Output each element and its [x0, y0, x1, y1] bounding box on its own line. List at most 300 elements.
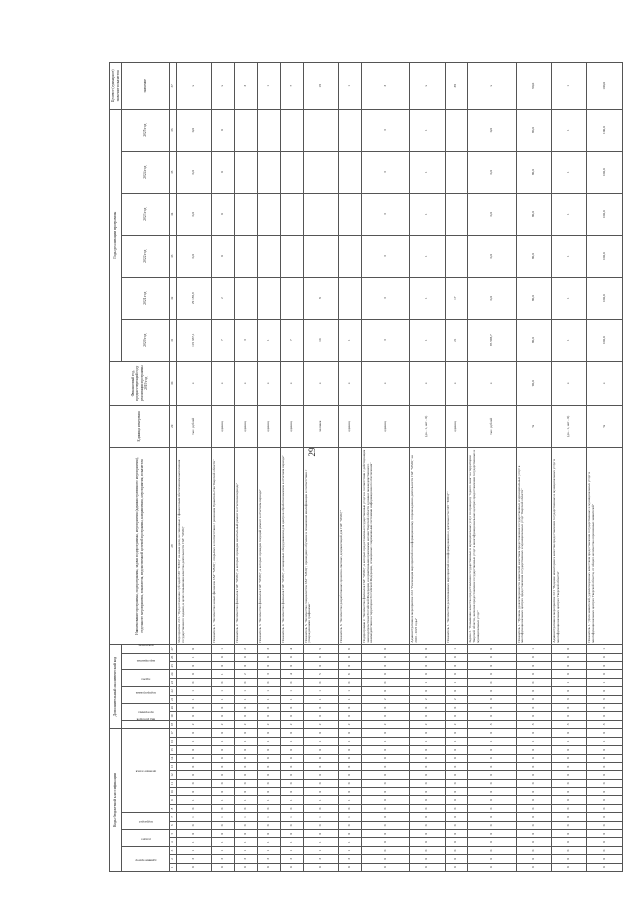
code-cell: 0 — [516, 855, 551, 863]
year-value: 1 — [410, 319, 445, 361]
year-value: 119 337,1 — [177, 319, 212, 361]
row-unit: единиц — [258, 405, 281, 447]
row-name: Показатель 4. "Количество филиалов ГАУ "ММЦ", оснащенных оборудованием для центров обработки вызовов в отчетном периоде" — [280, 447, 303, 644]
analytic-col-8 — [122, 670, 170, 687]
code-cell: 0 — [258, 830, 281, 838]
code-cell: 0 — [552, 788, 587, 796]
year-value: 1 — [410, 151, 445, 193]
code-cell: 1 — [212, 695, 235, 703]
code-cell: 0 — [587, 712, 623, 720]
code-cell: 1 — [410, 737, 445, 745]
code-cell: 0 — [552, 762, 587, 770]
code-cell: 0 — [212, 830, 235, 838]
years-group-header: Годы реализации программы — [110, 109, 122, 361]
code-cell: 0 — [280, 712, 303, 720]
year-value — [258, 109, 281, 151]
code-cell: 0 — [552, 653, 587, 661]
code-cell: 0 — [587, 746, 623, 754]
code-cell: 0 — [212, 712, 235, 720]
code-cell: 1 — [552, 678, 587, 686]
code-cell: 0 — [587, 670, 623, 678]
code-cell: 0 — [468, 712, 516, 720]
row-total: х — [177, 63, 212, 110]
code-cell: 0 — [468, 788, 516, 796]
code-cell: 2 — [258, 720, 281, 728]
code-cell: 0 — [258, 762, 281, 770]
code-cell: 0 — [468, 762, 516, 770]
year-value — [339, 109, 362, 151]
col-number-27: 27 — [170, 645, 177, 653]
code-cell: 0 — [361, 804, 409, 812]
code-cell: 0 — [361, 771, 409, 779]
code-cell: 0 — [280, 662, 303, 670]
code-cell: 0 — [258, 804, 281, 812]
col-number-29: 29 — [170, 405, 177, 447]
row-total: 90,0 — [516, 63, 551, 110]
year-value: 0,0 — [468, 277, 516, 319]
code-cell: 1 — [258, 687, 281, 695]
code-cell: 0 — [587, 779, 623, 787]
row-unit: тыс. рублей — [177, 405, 212, 447]
row-financing: х — [410, 361, 445, 405]
code-cell: 0 — [235, 771, 258, 779]
year-value: 0 — [212, 109, 235, 151]
col-number-21: 21 — [170, 695, 177, 703]
row-name: Административное мероприятие 2.02 "Реализация мероприятий по информационному сопровождению деятельности ГАУ "ММЦ" на 2020 - 2025 годы" — [410, 447, 445, 644]
code-cell: 1 — [445, 678, 468, 686]
code-cell: 0 — [212, 653, 235, 661]
code-cell: 0 — [339, 762, 362, 770]
code-cell: 3 — [587, 695, 623, 703]
year-value: 100,0 — [587, 319, 623, 361]
year-value: 3 — [361, 319, 409, 361]
year-value: 100,0 — [587, 109, 623, 151]
code-cell: 0 — [410, 830, 445, 838]
code-cell: 0 — [235, 788, 258, 796]
code-cell: 2 — [280, 720, 303, 728]
code-cell: 0 — [468, 813, 516, 821]
code-cell: 0 — [552, 838, 587, 846]
code-cell: 1 — [212, 813, 235, 821]
table-row — [303, 63, 338, 872]
code-cell: 0 — [587, 754, 623, 762]
year-value: 100,0 — [587, 235, 623, 277]
year-value: 8 — [303, 277, 338, 319]
table-row — [445, 63, 468, 872]
budget-col-4-label: целевая статья — [135, 769, 156, 774]
code-cell: 0 — [552, 670, 587, 678]
year-value: 0,0 — [468, 235, 516, 277]
code-cell: 0 — [468, 830, 516, 838]
code-cell: 0 — [235, 804, 258, 812]
code-cell: 1 — [303, 796, 338, 804]
code-cell: 3 — [235, 855, 258, 863]
code-cell: 0 — [552, 754, 587, 762]
code-cell: 0 — [410, 813, 445, 821]
code-cell: 0 — [361, 653, 409, 661]
code-cell: 2 — [339, 720, 362, 728]
code-cell: 0 — [361, 788, 409, 796]
code-cell: 0 — [177, 771, 212, 779]
analytic-col-9 — [122, 653, 170, 670]
row-name: Задача 3. "Повышение качества предоставления государственных и муниципальных услуг по принципу "одного окна" на территории Тверской области, включая предоставление государственных услуг в многофункциональных центрах предоставления государственных и муниципальных услуг" — [468, 447, 516, 644]
row-total: 38 — [445, 63, 468, 110]
code-cell: 1 — [361, 737, 409, 745]
code-cell: 3 — [258, 645, 281, 653]
code-cell: 0 — [258, 821, 281, 829]
code-cell: 0 — [303, 863, 338, 871]
code-cell: 0 — [445, 855, 468, 863]
code-cell: 1 — [177, 838, 212, 846]
program-name-header: Наименование программы, подпрограммы, задачи подпрограммы, мероприятия (административного мероприятия), отдельного мероприятия, показателя, ведомственной целевой программы, направления, мероприятия, показателя — [110, 447, 170, 644]
code-cell: 0 — [552, 662, 587, 670]
code-cell: 3 — [177, 855, 212, 863]
code-cell: 1 — [303, 687, 338, 695]
year-value — [235, 151, 258, 193]
code-cell: 0 — [303, 830, 338, 838]
code-cell: 0 — [361, 779, 409, 787]
code-cell: 0 — [516, 653, 551, 661]
code-cell: 0 — [177, 788, 212, 796]
table-row — [258, 63, 281, 872]
code-cell: 1 — [516, 645, 551, 653]
code-cell: 0 — [339, 703, 362, 711]
code-cell: 0 — [587, 863, 623, 871]
code-cell: 1 — [445, 737, 468, 745]
year-value: 0,0 — [177, 109, 212, 151]
code-cell: 0 — [339, 804, 362, 812]
code-cell: 0 — [516, 729, 551, 738]
code-cell: 1 — [177, 796, 212, 804]
year-value — [235, 235, 258, 277]
code-cell: 0 — [445, 662, 468, 670]
code-cell: 2 — [445, 695, 468, 703]
row-unit: единиц — [445, 405, 468, 447]
code-cell: 0 — [177, 804, 212, 812]
code-cell: 0 — [235, 779, 258, 787]
code-cell: 0 — [445, 712, 468, 720]
row-name: Показатель 1. "Уровень удовлетворенности заявителей качеством предоставления государственных и муниципальных услуг в многофункциональных центрах предоставления государственных и муниципальных услуг Тверской области" — [516, 447, 551, 644]
code-cell: 0 — [516, 695, 551, 703]
code-cell: 0 — [410, 863, 445, 871]
code-cell: 0 — [258, 729, 281, 738]
code-cell: 0 — [303, 754, 338, 762]
code-cell: 0 — [177, 645, 212, 653]
col-number-25: 25 — [170, 662, 177, 670]
code-cell: 0 — [587, 796, 623, 804]
code-cell: 0 — [445, 821, 468, 829]
code-cell: 0 — [361, 838, 409, 846]
year-value: 3 — [361, 277, 409, 319]
table-row — [339, 63, 362, 872]
code-cell: 0 — [361, 813, 409, 821]
code-cell: 0 — [258, 771, 281, 779]
code-cell: 0 — [361, 830, 409, 838]
code-cell: 0 — [212, 863, 235, 871]
code-cell: 0 — [445, 813, 468, 821]
year-value — [339, 277, 362, 319]
code-cell: 0 — [410, 687, 445, 695]
code-cell: 1 — [280, 796, 303, 804]
code-cell: 1 — [212, 737, 235, 745]
code-cell: 0 — [516, 838, 551, 846]
code-cell: 0 — [410, 729, 445, 738]
code-cell: 0 — [468, 662, 516, 670]
code-cell: 4 — [280, 645, 303, 653]
code-cell: 0 — [516, 762, 551, 770]
code-cell: 0 — [258, 863, 281, 871]
code-cell: 0 — [280, 788, 303, 796]
code-cell: 0 — [177, 746, 212, 754]
code-cell: 0 — [516, 821, 551, 829]
row-unit: % — [587, 405, 623, 447]
code-cell: 0 — [303, 771, 338, 779]
year-value: 1 — [552, 235, 587, 277]
code-cell: 0 — [339, 821, 362, 829]
code-cell: 0 — [280, 678, 303, 686]
code-cell: 0 — [177, 821, 212, 829]
code-cell: 5 — [303, 670, 338, 678]
code-cell: 0 — [303, 788, 338, 796]
code-cell: 1 — [552, 737, 587, 745]
code-cell: 0 — [445, 796, 468, 804]
code-cell: 0 — [339, 754, 362, 762]
code-cell: 0 — [361, 712, 409, 720]
code-cell: 0 — [280, 771, 303, 779]
code-cell: 0 — [258, 754, 281, 762]
code-cell: 1 — [235, 796, 258, 804]
row-total: 100,0 — [587, 63, 623, 110]
code-cell: 0 — [587, 703, 623, 711]
code-cell: 2 — [235, 720, 258, 728]
row-unit: человек — [303, 405, 338, 447]
code-cell: 0 — [339, 653, 362, 661]
code-cell: 1 — [258, 813, 281, 821]
code-cell: 0 — [516, 754, 551, 762]
code-cell: 0 — [410, 771, 445, 779]
code-cell: 0 — [516, 846, 551, 854]
row-name: Показатель 1. "Количество реализованных мероприятий по информированию о деятельности ГАУ "ММЦ"" — [445, 447, 468, 644]
code-cell: 0 — [258, 712, 281, 720]
code-cell: 0 — [212, 788, 235, 796]
code-cell: 3 — [587, 720, 623, 728]
analytic-col-6-label: программа — [137, 710, 154, 715]
row-total: 3 — [361, 63, 409, 110]
year-value — [235, 277, 258, 319]
code-cell: 0 — [552, 821, 587, 829]
code-cell: 1 — [303, 846, 338, 854]
year-value — [280, 151, 303, 193]
code-cell: 0 — [587, 762, 623, 770]
year-value: 90,0 — [516, 109, 551, 151]
code-cell: 0 — [468, 754, 516, 762]
code-cell: 0 — [587, 804, 623, 812]
col-number-13: 13 — [170, 762, 177, 770]
code-cell: 3 — [516, 720, 551, 728]
year-value: 3 — [361, 193, 409, 235]
code-cell: 0 — [587, 846, 623, 854]
year-value: 3 — [361, 151, 409, 193]
code-cell: 0 — [361, 703, 409, 711]
year-value — [280, 193, 303, 235]
code-cell: 0 — [177, 678, 212, 686]
code-cell: 0 — [587, 813, 623, 821]
code-cell: 0 — [587, 653, 623, 661]
code-cell: 0 — [516, 712, 551, 720]
col-number-1: 1 — [170, 863, 177, 871]
code-cell: 1 — [339, 737, 362, 745]
code-cell: 0 — [552, 703, 587, 711]
code-cell: 0 — [361, 796, 409, 804]
table-row — [587, 63, 623, 872]
code-cell: 0 — [445, 762, 468, 770]
year-value: 7 — [280, 319, 303, 361]
code-cell: 1 — [258, 796, 281, 804]
code-cell: 0 — [516, 788, 551, 796]
code-cell: 0 — [235, 703, 258, 711]
code-cell: 1 — [258, 846, 281, 854]
code-cell: 0 — [410, 670, 445, 678]
code-cell: 0 — [177, 830, 212, 838]
year-value: 3 — [361, 235, 409, 277]
code-cell: 5 — [303, 645, 338, 653]
row-name: Показатель 1. "Доля заявителей, удовлетворенных качеством предоставления государственных и муниципальных услуг в многофункциональных центрах Тверской области, от общего количества опрошенных заявителей" — [587, 447, 623, 644]
code-cell: 1 — [303, 695, 338, 703]
code-cell: 0 — [303, 762, 338, 770]
code-cell: 0 — [212, 678, 235, 686]
year-value: 0,0 — [177, 151, 212, 193]
code-cell: 0 — [212, 703, 235, 711]
code-cell: 1 — [280, 737, 303, 745]
col-number-2: 2 — [170, 855, 177, 863]
year-value: 0,0 — [177, 235, 212, 277]
code-cell: 0 — [361, 746, 409, 754]
code-cell: 0 — [280, 754, 303, 762]
year-value — [258, 193, 281, 235]
code-cell: 0 — [516, 863, 551, 871]
row-unit: тыс. рублей — [468, 405, 516, 447]
code-cell: 0 — [410, 796, 445, 804]
code-cell: 1 — [212, 670, 235, 678]
row-financing: х — [177, 361, 212, 405]
row-total: 18 — [303, 63, 338, 110]
code-cell: 0 — [587, 788, 623, 796]
code-cell: 1 — [468, 737, 516, 745]
code-cell: 3 — [339, 855, 362, 863]
code-cell: 0 — [280, 863, 303, 871]
code-cell: 0 — [280, 821, 303, 829]
analytic-col-10-label: показатель — [137, 643, 154, 648]
code-cell: 1 — [516, 737, 551, 745]
year-value — [235, 109, 258, 151]
row-name: Показатель 5. "Количество специалистов ГАУ "ММЦ", прошедших обучение и повышение квалификации в соответствии с утвержденными графиками" — [303, 447, 338, 644]
year-value: 3 — [235, 319, 258, 361]
code-cell: 1 — [280, 846, 303, 854]
row-total: х — [212, 63, 235, 110]
code-cell: 0 — [280, 830, 303, 838]
row-name: Показатель 6. "Количество разработанных проектно-сметных документаций для ГАУ "ММЦ"" — [339, 447, 362, 644]
code-cell: 1 — [212, 846, 235, 854]
code-cell: 0 — [339, 771, 362, 779]
budget-col-2-label: раздел — [140, 836, 151, 841]
code-cell: 0 — [587, 687, 623, 695]
code-cell: 0 — [552, 712, 587, 720]
row-financing: х — [280, 361, 303, 405]
code-cell: 0 — [258, 746, 281, 754]
code-cell: 0 — [468, 838, 516, 846]
code-cell: 1 — [235, 695, 258, 703]
year-value: 100,0 — [587, 193, 623, 235]
code-cell: 0 — [280, 653, 303, 661]
code-cell: 0 — [212, 729, 235, 738]
code-cell: 1 — [587, 678, 623, 686]
code-cell: 0 — [235, 821, 258, 829]
code-cell: 1 — [177, 846, 212, 854]
code-cell: 1 — [303, 813, 338, 821]
col-number-11: 11 — [170, 779, 177, 787]
code-cell: 0 — [212, 804, 235, 812]
code-cell: 0 — [177, 863, 212, 871]
code-cell: 2 — [235, 670, 258, 678]
code-cell: 0 — [339, 746, 362, 754]
year-value: 1 — [552, 319, 587, 361]
year-value: 0 — [212, 235, 235, 277]
year-value — [280, 235, 303, 277]
budget-col-3 — [122, 813, 170, 830]
row-financing: х — [212, 361, 235, 405]
year-value: 10 — [303, 319, 338, 361]
code-cell: 0 — [303, 746, 338, 754]
code-cell: 0 — [212, 762, 235, 770]
code-cell: 0 — [177, 703, 212, 711]
col-number-5: 5 — [170, 830, 177, 838]
code-cell: 0 — [361, 645, 409, 653]
code-cell: 0 — [516, 670, 551, 678]
code-cell: 0 — [410, 754, 445, 762]
code-cell: 0 — [516, 813, 551, 821]
year-value: 0,0 — [177, 193, 212, 235]
code-cell: 0 — [235, 662, 258, 670]
col-number-31: 31 — [170, 319, 177, 361]
row-unit: единиц — [235, 405, 258, 447]
year-value: 29 185,9 — [177, 277, 212, 319]
year-value: 90,0 — [516, 193, 551, 235]
col-number-36: 36 — [170, 109, 177, 151]
code-cell: 0 — [552, 687, 587, 695]
code-cell: 2 — [361, 695, 409, 703]
code-cell: 0 — [361, 846, 409, 854]
code-cell: 2 — [410, 695, 445, 703]
row-unit: единиц — [212, 405, 235, 447]
code-cell: 0 — [516, 779, 551, 787]
code-cell: 1 — [212, 838, 235, 846]
code-cell: 0 — [516, 687, 551, 695]
code-cell: 0 — [280, 762, 303, 770]
code-cell: 0 — [235, 729, 258, 738]
analytic-col-8-label: задача — [140, 677, 150, 682]
year-value — [258, 151, 281, 193]
code-cell: 0 — [177, 779, 212, 787]
code-cell: 0 — [468, 645, 516, 653]
code-cell: 0 — [280, 804, 303, 812]
code-cell: 0 — [410, 788, 445, 796]
code-cell: 0 — [177, 754, 212, 762]
code-cell: 1 — [280, 838, 303, 846]
code-cell: 0 — [410, 712, 445, 720]
code-cell: 0 — [468, 855, 516, 863]
year-value: 1 — [258, 319, 281, 361]
code-cell: 1 — [303, 838, 338, 846]
